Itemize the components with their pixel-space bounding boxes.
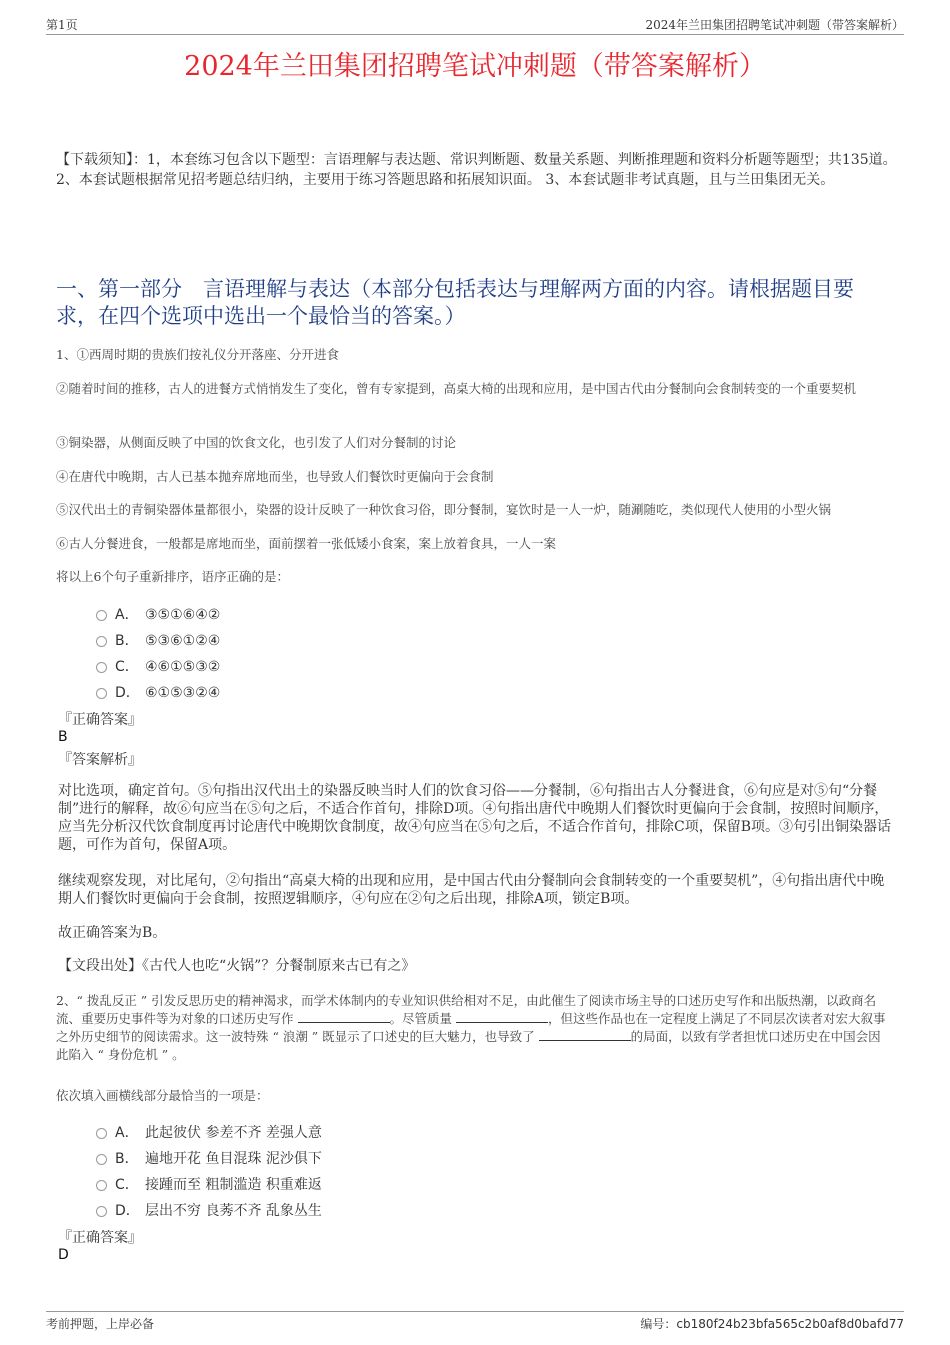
option-text: 层出不穷 良莠不齐 乱象丛生 [145,1203,322,1219]
q2-stem [56,992,892,1064]
q1-answer-label: 『正确答案』 [58,712,142,728]
q2-answer: D [58,1247,69,1263]
header-doc-title: 2024年兰田集团招聘笔试冲刺题（带答案解析） [645,18,904,32]
footer-code [640,1315,904,1332]
radio-icon[interactable] [96,636,107,647]
q1-analysis-paragraph-1: 对比选项，确定首句。⑤句指出汉代出土的染器反映当时人们的饮食习俗——分餐制，⑥句指出古人分餐进食，⑥句应是对⑤句“分餐制”进行的解释，故⑥句应当在⑤句之后，不适合作首句，排除D项。④句指出唐代中晚期人们餐饮时更偏向于会食制，按照时间顺序，应当先分析汉代饮食制度再讨论唐代中晚期饮食制度，故④句应当在⑤句之后，不适合作首句，排除C项，保留B项。③句引出铜染器话题，可作为首句，保留A项。 [58,783,891,853]
document-title: 2024年兰田集团招聘笔试冲刺题（带答案解析） [184,51,766,82]
q2-blank-2[interactable] [456,1010,548,1023]
option-letter: B． [115,1151,139,1167]
option-text: ⑤③⑥①②④ [145,633,221,649]
option-letter: C． [115,659,139,675]
footer-slogan: 考前押题，上岸必备 [46,1317,155,1331]
radio-icon[interactable] [96,1154,107,1165]
q2-stem-part-2: 。尽管质量 [389,1011,453,1026]
radio-icon[interactable] [96,1128,107,1139]
q1-option-b[interactable] [96,630,220,650]
option-letter: B． [115,633,139,649]
q2-stem-part-1: 2、“ 拨乱反正 ” 引发反思历史的精神渴求，而学术体制内的专业知识供给相对不足，由此催生了阅读市场主导的口述历史写作和出版热潮，以政商名流、重要历史事件等为对象的口述历史写作 [56,993,877,1026]
option-text: ⑥①⑤③②④ [145,685,221,701]
page-header [46,14,904,35]
q1-analysis-paragraph-2: 继续观察发现，对比尾句，②句指出“高桌大椅的出现和应用，是中国古代由分餐制向会食制转变的一个重要契机”，④句指出唐代中晚期人们餐饮时更偏向于会食制，按照逻辑顺序，④句应在②句之后出现，排除A项，锁定B项。 [58,873,885,907]
q1-source: 【文段出处】《古代人也吃“火锅”？分餐制原来古已有之》 [58,958,416,974]
q1-sentence-5: ⑤汉代出土的青铜染器体量都很小，染器的设计反映了一种饮食习俗，即分餐制，宴饮时是一人一炉，随涮随吃，类似现代人使用的小型火锅 [56,502,832,517]
page-footer [46,1311,904,1332]
q2-stem-part-4: 的局面，以致有学者担忧口述历史在中国会因此陷入 “ 身份危机 ” 。 [56,1029,881,1062]
q1-analysis-paragraph-3: 故正确答案为B。 [58,925,167,941]
q2-blank-3[interactable] [539,1028,631,1041]
q1-sentence-6: ⑥古人分餐进食，一般都是席地而坐，面前摆着一张低矮小食案，案上放着食具，一人一案 [56,536,557,551]
option-letter: A． [115,1125,139,1141]
option-text: 此起彼伏 参差不齐 差强人意 [145,1125,322,1141]
option-letter: C． [115,1177,139,1193]
q2-prompt: 依次填入画横线部分最恰当的一项是： [56,1088,269,1103]
option-letter: D． [115,1203,140,1219]
q1-option-d[interactable] [96,682,220,702]
q2-answer-label: 『正确答案』 [58,1230,142,1246]
option-letter: A． [115,607,139,623]
q1-sentence-2: ②随着时间的推移，古人的进餐方式悄悄发生了变化，曾有专家提到，高桌大椅的出现和应用，是中国古代由分餐制向会食制转变的一个重要契机 [56,381,857,396]
option-text: 接踵而至 粗制滥造 积重难返 [145,1177,322,1193]
download-notice: 【下载须知】：1，本套练习包含以下题型：言语理解与表达题、常识判断题、数量关系题、判断推理题和资料分析题等题型；共135道。 2、本套试题根据常见招考题总结归纳，主要用于练习答题思路和拓展知识面。 3、本套试题非考试真题，且与兰田集团无关。 [56,152,897,188]
radio-icon[interactable] [96,1206,107,1217]
q2-option-a[interactable] [96,1122,322,1142]
q1-sentence-4: ④在唐代中晚期，古人已基本抛弃席地而坐，也导致人们餐饮时更偏向于会食制 [56,469,494,484]
q2-stem-part-3: ，但这些作品也在一定程度上满足了不同层次读者对宏大叙事之外历史细节的阅读需求。这一波特殊 “ 浪潮 ” 既显示了口述史的巨大魅力，也导致了 [56,1011,886,1044]
q1-answer: B [58,729,68,745]
option-text: ④⑥①⑤③② [145,659,221,675]
q2-option-c[interactable] [96,1174,322,1194]
q1-option-c[interactable] [96,656,220,676]
page-number: 第1页 [46,18,78,32]
q1-option-a[interactable] [96,604,220,624]
option-text: ③⑤①⑥④② [145,607,221,623]
section-heading: 一、第一部分 言语理解与表达（本部分包括表达与理解两方面的内容。请根据题目要求，在四个选项中选出一个最恰当的答案。） [56,277,854,328]
q1-prompt: 将以上6个句子重新排序，语序正确的是： [56,569,289,584]
radio-icon[interactable] [96,662,107,673]
radio-icon[interactable] [96,688,107,699]
q2-option-d[interactable] [96,1200,322,1220]
q1-sentence-1: 1、①西周时期的贵族们按礼仪分开落座、分开进食 [56,347,339,362]
q2-option-b[interactable] [96,1148,322,1168]
q1-sentence-3: ③铜染器，从侧面反映了中国的饮食文化，也引发了人们对分餐制的讨论 [56,435,457,450]
option-text: 遍地开花 鱼目混珠 泥沙俱下 [145,1151,322,1167]
radio-icon[interactable] [96,610,107,621]
q2-blank-1[interactable] [298,1010,390,1023]
radio-icon[interactable] [96,1180,107,1191]
option-letter: D． [115,685,140,701]
footer-code-label: 编号： [640,1317,677,1331]
q1-analysis-label: 『答案解析』 [58,752,142,768]
footer-code-value: cb180f24b23bfa565c2b0af8d0bafd77 [676,1317,904,1331]
